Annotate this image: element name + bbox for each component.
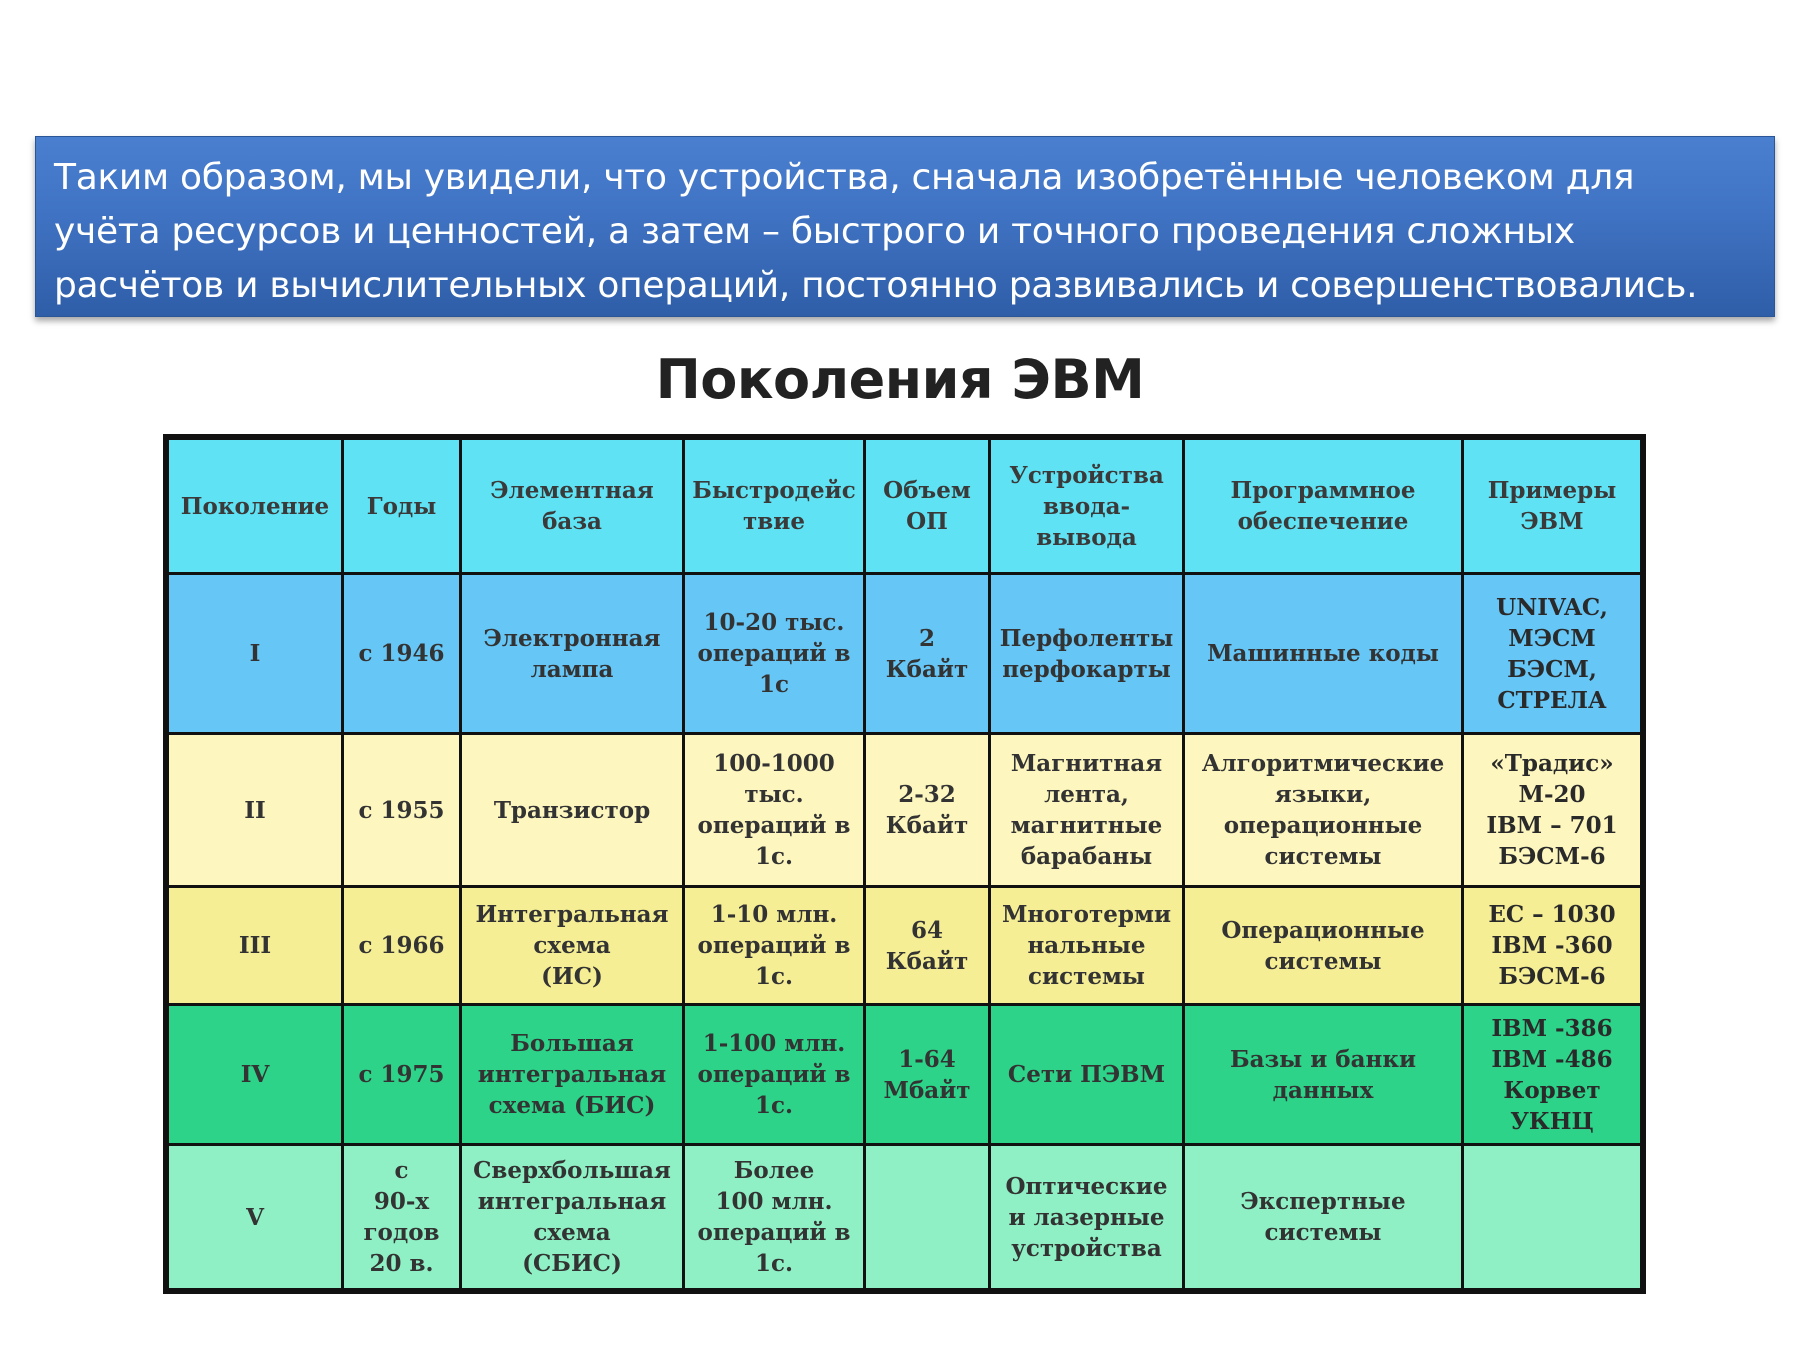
cell-speed (684, 887, 865, 1005)
cell-generation (168, 887, 343, 1005)
cell-line: операций в (697, 1061, 851, 1088)
cell-line: Поколение (180, 492, 330, 520)
cell-line: IBM – 701 (1486, 812, 1618, 839)
cell-line: 1с (758, 671, 789, 698)
table-header-row (168, 439, 1642, 574)
header-years (343, 439, 461, 574)
cell-line: Операционные (1221, 916, 1425, 944)
cell-line: Сверхбольшая (473, 1157, 671, 1184)
cell-io-devices (990, 1145, 1184, 1290)
banner-line-2: учёта ресурсов и ценностей, а затем – быстрого и точного проведения сложных (54, 211, 1575, 252)
header-generation (168, 439, 343, 574)
cell-line: ОП (906, 508, 948, 535)
cell-line: 1с. (754, 1250, 793, 1277)
cell-line: Алгоритмические (1201, 750, 1445, 777)
cell-line: база (542, 508, 602, 535)
table-row (168, 734, 1642, 887)
header-examples (1463, 439, 1642, 574)
generations-table (166, 437, 1643, 1291)
cell-element-base (461, 734, 684, 887)
cell-line: с (394, 1157, 409, 1184)
cell-memory (865, 734, 990, 887)
cell-line: операций в (697, 932, 851, 959)
cell-speed (684, 1145, 865, 1290)
cell-line: 20 в. (369, 1250, 434, 1277)
cell-line: 1-10 млн. (710, 901, 838, 928)
cell-line: СТРЕЛА (1497, 686, 1607, 714)
cell-io-devices (990, 1005, 1184, 1145)
cell-generation (168, 734, 343, 887)
cell-line: М-20 (1518, 781, 1586, 808)
table-row (168, 1005, 1642, 1145)
cell-line: схема (БИС) (488, 1092, 656, 1119)
cell-speed (684, 734, 865, 887)
cell-generation (168, 574, 343, 734)
cell-line: операций в (697, 1219, 851, 1246)
cell-line: Мбайт (883, 1076, 971, 1104)
cell-line: Перфоленты (999, 624, 1174, 652)
cell-line: Многотерми (1001, 901, 1172, 928)
cell-line: системы (1264, 947, 1382, 975)
cell-examples (1463, 1005, 1642, 1145)
cell-line: МЭСМ (1508, 624, 1596, 652)
cell-line: с 1955 (358, 796, 445, 824)
page-title: Поколения ЭВМ (655, 348, 1145, 411)
banner-line-1: Таким образом, мы увидели, что устройства, сначала изобретённые человеком для (54, 157, 1635, 198)
cell-software (1184, 574, 1463, 734)
cell-element-base (461, 1005, 684, 1145)
cell-line: схема (533, 932, 611, 959)
cell-memory (865, 887, 990, 1005)
cell-line: системы (1264, 1219, 1382, 1246)
cell-line: ЭВМ (1520, 508, 1584, 535)
cell-line: Сети ПЭВМ (1007, 1061, 1166, 1088)
table-row (168, 574, 1642, 734)
cell-element-base (461, 574, 684, 734)
cell-line: ввода- (1042, 492, 1131, 520)
cell-line: системы (1028, 963, 1145, 990)
cell-software (1184, 1145, 1463, 1290)
cell-line: Экспертные (1240, 1188, 1406, 1215)
cell-line: языки, (1274, 781, 1372, 808)
header-memory (865, 439, 990, 574)
cell-memory (865, 1005, 990, 1145)
cell-line: лампа (530, 655, 614, 683)
cell-examples (1463, 734, 1642, 887)
cell-software (1184, 734, 1463, 887)
cell-line: Корвет (1503, 1076, 1601, 1104)
cell-line: Более (733, 1157, 815, 1184)
cell-line: магнитные (1010, 812, 1163, 839)
cell-line: UNIVAC, (1496, 593, 1608, 621)
cell-years (343, 1005, 461, 1145)
cell-line: БЭСМ-6 (1498, 843, 1606, 870)
cell-line: 1с. (754, 843, 793, 870)
cell-line: Элементная (490, 477, 654, 504)
cell-line: Интегральная (475, 901, 669, 928)
cell-line: 1с. (754, 963, 793, 990)
cell-line: Большая (510, 1030, 634, 1057)
cell-years (343, 887, 461, 1005)
cell-years (343, 574, 461, 734)
cell-line: IV (240, 1061, 270, 1088)
cell-line: Магнитная (1010, 750, 1163, 777)
cell-line: и лазерные (1008, 1203, 1165, 1231)
cell-line: 2-32 (898, 781, 956, 808)
cell-line: тыс. (744, 781, 804, 808)
cell-line: с 1966 (358, 932, 445, 959)
cell-examples (1463, 887, 1642, 1005)
cell-line: годов (363, 1219, 440, 1246)
cell-line: нальные (1027, 932, 1146, 959)
cell-line: IBM -386 (1491, 1014, 1613, 1042)
cell-io-devices (990, 734, 1184, 887)
cell-line: Примеры (1487, 477, 1617, 504)
cell-line: УКНЦ (1510, 1107, 1594, 1135)
summary-banner (35, 136, 1775, 317)
table-row (168, 887, 1642, 1005)
cell-line: III (238, 932, 272, 959)
cell-line: операций в (697, 640, 851, 667)
cell-line: (СБИС) (522, 1250, 622, 1277)
cell-memory (865, 1145, 990, 1290)
cell-element-base (461, 1145, 684, 1290)
header-element-base (461, 439, 684, 574)
cell-line: интегральная (477, 1188, 667, 1215)
cell-years (343, 734, 461, 887)
cell-line: V (246, 1203, 264, 1231)
cell-line: с 1946 (358, 640, 445, 667)
cell-line: 1-64 (898, 1045, 956, 1073)
cell-line: 2 (918, 624, 935, 652)
cell-software (1184, 887, 1463, 1005)
cell-speed (684, 574, 865, 734)
cell-line: 100-1000 (713, 750, 835, 777)
cell-element-base (461, 887, 684, 1005)
cell-line: Машинные коды (1207, 640, 1439, 667)
cell-line: схема (533, 1219, 611, 1246)
cell-line: Программное (1230, 477, 1416, 504)
cell-line: IBM -360 (1491, 932, 1613, 959)
cell-line: системы (1264, 843, 1382, 870)
cell-line: ЕС – 1030 (1488, 901, 1616, 928)
cell-line: Быстродейс (692, 477, 856, 504)
table-row (168, 1145, 1642, 1290)
cell-line: устройства (1011, 1234, 1162, 1262)
cell-line: IBM -486 (1491, 1045, 1613, 1073)
cell-line: Базы и банки (1229, 1045, 1417, 1073)
cell-examples (1463, 1145, 1642, 1290)
header-software (1184, 439, 1463, 574)
cell-line: БЭСМ-6 (1498, 963, 1606, 990)
cell-line: перфокарты (1002, 655, 1171, 683)
cell-line: лента, (1044, 781, 1129, 808)
cell-line: Транзистор (493, 796, 651, 824)
cell-line: II (244, 796, 266, 824)
cell-line: 90-х (373, 1188, 430, 1215)
cell-line: Кбайт (885, 947, 969, 975)
header-speed (684, 439, 865, 574)
cell-generation (168, 1005, 343, 1145)
cell-io-devices (990, 574, 1184, 734)
cell-line: барабаны (1020, 843, 1153, 870)
cell-line: операционные (1223, 812, 1423, 839)
cell-line: твие (743, 508, 805, 535)
cell-software (1184, 1005, 1463, 1145)
cell-examples (1463, 574, 1642, 734)
cell-line: Объем (883, 477, 971, 504)
header-io-devices (990, 439, 1184, 574)
cell-line: вывода (1036, 523, 1137, 551)
cell-line: с 1975 (358, 1061, 445, 1088)
cell-line: 10-20 тыс. (703, 609, 845, 636)
cell-line: обеспечение (1237, 508, 1409, 535)
cell-line: Оптические (1005, 1172, 1168, 1200)
cell-line: БЭСМ, (1507, 655, 1597, 683)
banner-line-3: расчётов и вычислительных операций, постоянно развивались и совершенствовались. (54, 265, 1698, 306)
generations-table-frame (163, 434, 1646, 1294)
cell-years (343, 1145, 461, 1290)
cell-speed (684, 1005, 865, 1145)
cell-memory (865, 574, 990, 734)
cell-line: интегральная (477, 1061, 667, 1088)
cell-line: операций в (697, 812, 851, 839)
cell-line: Устройства (1009, 461, 1164, 489)
cell-line: (ИС) (541, 963, 603, 990)
cell-io-devices (990, 887, 1184, 1005)
cell-line: Кбайт (885, 655, 969, 683)
cell-line: 1-100 млн. (702, 1030, 846, 1057)
cell-generation (168, 1145, 343, 1290)
cell-line: I (249, 640, 261, 667)
cell-line: 64 (910, 916, 943, 944)
cell-line: Кбайт (885, 812, 969, 839)
cell-line: 1с. (754, 1092, 793, 1119)
cell-line: 100 млн. (715, 1188, 833, 1215)
cell-line: Годы (366, 492, 437, 520)
cell-line: Электронная (483, 624, 661, 652)
cell-line: данных (1272, 1076, 1374, 1104)
cell-line: «Традис» (1490, 750, 1614, 777)
